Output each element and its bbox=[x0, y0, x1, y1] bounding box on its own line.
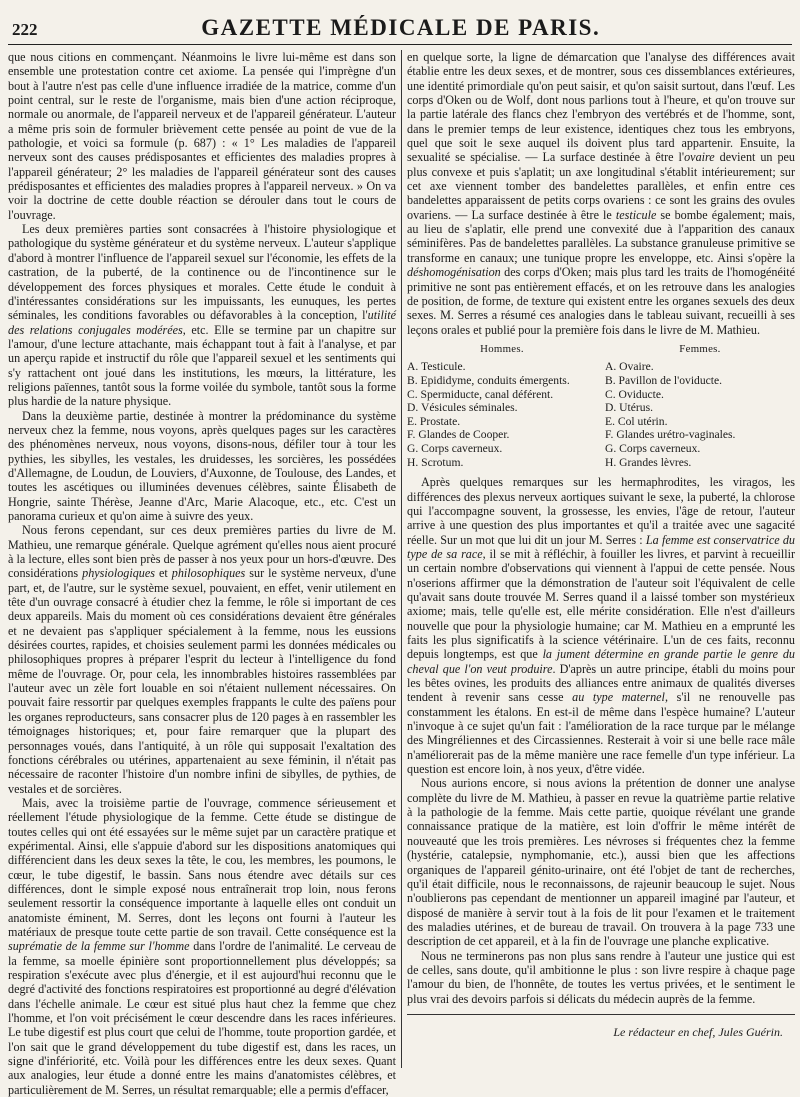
women-column bbox=[605, 343, 795, 469]
table-row: H. Grandes lèvres. bbox=[605, 455, 692, 469]
men-header: Hommes. bbox=[480, 342, 524, 355]
separator-rule bbox=[407, 1014, 795, 1015]
paragraph: Après quelques remarques sur les hermaphrodites, les viragos, les différences des plexus nerveux aortiques suivant le sexe, la puberté, la chlorose qui l'accompagne souvent, la grossesse, les envies, l'âge de retour, l'auteur arrive à une question des plus importantes et qu'il a traitée avec une sagacité réelle. Sur un mot que lui dit un jour M. Serres : La femme est conservatrice du type de sa race, il se mit à réfléchir, à fouiller les livres, et parvint à recueillir un certain nombre d'observations qui viennent à l'appui de cette pensée. Nous n'oserions affirmer que la démonstration de l'auteur soit l'équivalent de celle qu'avait sans doute trouvée M. Serres quand il a laissé tomber son mystérieux axiome; mais, telle qu'elle est, elle mérite considération. Elle n'est d'ailleurs nouvelle que pour la physiologie humaine; car M. Mathieu en a emprunté les faits les plus significatifs à la science vétérinaire. L'un de ces faits, reconnu depuis longtemps, est que la jument détermine en grande partie le genre du cheval que l'on veut produire. D'après un autre principe, établi du moins pour les bêtes ovines, les produits des alliances entre animaux de qualités diverses tendent à revenir sans cesse au type maternel, s'il ne renouvelle pas constamment les étalons. En est-il de même dans l'espèce humaine? L'auteur n'invoque à ce sujet qu'un fait : l'amélioration de la race turque par le mélange des Mingréliennes et des Circassiennes. Resterait à voir si une belle race mâle n'améliorerait pas de la même manière une race femelle d'un type inférieur. La question est encore loin, à nos yeux, d'être vidée. bbox=[407, 475, 796, 777]
table-row: D. Utérus. bbox=[605, 401, 653, 415]
table-row: B. Epididyme, conduits émergents. bbox=[407, 374, 570, 388]
table-row: A. Testicule. bbox=[407, 360, 466, 374]
paragraph: Nous ne terminerons pas non plus sans rendre à l'auteur une justice qui est de celles, sans doute, qu'il ambitionne le plus : son livre respire à chaque page l'amour du bien, de l'honnête, de toutes les vertus privées, et le sentiment le plus vrai des devoirs parfois si délicats du médecin auprès de la femme. bbox=[407, 948, 795, 1006]
column-divider bbox=[401, 50, 402, 1068]
table-row: G. Corps caverneux. bbox=[407, 442, 503, 456]
table-row: F. Glandes de Cooper. bbox=[407, 428, 510, 442]
page-header bbox=[8, 8, 792, 45]
left-column bbox=[8, 50, 396, 1097]
table-row: C. Spermiducte, canal déférent. bbox=[407, 387, 554, 401]
table-row: E. Col utérin. bbox=[605, 414, 668, 428]
journal-title: GAZETTE MÉDICALE DE PARIS. bbox=[201, 15, 601, 40]
paragraph: Nous ferons cependant, sur ces deux premières parties du livre de M. Mathieu, une remarque générale. Quelque agrément qu'elles nous aient procuré à la lecture, elles sont bien près de passer à nos yeux pour un hors-d'œuvre. Des considérations physiologiques et philosophiques sur le système nerveux, d'une part, et, de l'autre, sur le système sexuel, pouvaient, en effet, venir utilement en tête d'un ouvrage consacré à étudier chez la femme, le rôle si important de ces deux appareils. Mais du moment où ces considérations devaient être générales et ne devaient pas s'appliquer spécialement à la femme, nous les eussions désirées courtes, rapides, et choisies seulement parmi les données médicales ou philosophiques propres à préparer l'esprit du lecteur à l'intelligence du fond même de l'ouvrage. Or, pour cela, les innombrables histoires rassemblées par l'auteur avec un zèle fort louable en soi n'étaient nullement nécessaires. On pouvait faire ressortir par quelques exemples frappants le culte des païens pour les organes reproducteurs, sans consacrer plus de 120 pages à en rassembler les témoignages historiques; et, pour faire remarquer que la plupart des personnages voués, dans l'antiquité, à un rôle qui supposait l'exaltation des fonctions cérébrales ou utérines, appartenaient au sexe féminin, il n'était pas nécessaire de raconter l'histoire d'un nombre infini de sibylles, de pythies, de vestales et de sorcières. bbox=[8, 523, 396, 796]
editor-signature: Le rédacteur en chef, Jules Guérin. bbox=[613, 1024, 783, 1039]
table-row: G. Corps caverneux. bbox=[605, 442, 701, 456]
paragraph: en quelque sorte, la ligne de démarcation que l'analyse des différences avait établie entre les deux sexes, et de montrer, sous ces dissemblances extérieures, une identité primordiale qu'on peut saisir, et qu'on saisit surtout, dans l'œuf. Les corps d'Oken ou de Wolf, dont nous parlions tout à l'heure, et qu'on trouve sur la partie latérale des flancs chez l'embryon des vertébrés et de l'homme, sont, dans le premier temps de leur existence, identiques chez tous les embryons, quel que soit le sexe auquel ils doivent plus tard appartenir. Ensuite, la sexualité se spécialise. — La surface destinée à être l'ovaire devient un peu plus convexe et puis s'aplatit; un axe longitudinal s'établit intérieurement; sur cet axe viennent tomber des bandelettes parallèles, et enfin entre ces bandelettes apparaissent de petits corps ovariens : ce sont les grains des ovules ovariens. — La surface destinée à être le testicule se bombe également; mais, au lieu de s'aplatir, elle prend une convexité due à l'apparition des canaux séminifères. Pas de bandelettes parallèles. La substance granuleuse primitive se transforme en canaux; une tunique propre les enveloppe, etc. Ainsi s'opère la déshomogénisation des corps d'Oken; mais plus tard les traits de l'homogénéité primitive ne sont pas entièrement effacés, et on les retrouve dans les analogies de position, de forme, de texture qui existent entre les organes sexuels des deux sexes. M. Serres a résumé ces analogies dans le tableau suivant, recueilli à ses leçons orales et publié pour la première fois dans le livre de M. Mathieu. bbox=[407, 50, 795, 337]
table-row: E. Prostate. bbox=[407, 414, 461, 428]
table-row: D. Vésicules séminales. bbox=[407, 401, 518, 415]
women-header: Femmes. bbox=[679, 342, 721, 355]
paragraph: que nous citions en commençant. Néanmoins le livre lui-même est dans son ensemble une protestation contre cet axiome. La pensée qui l'imprègne d'un bout à l'autre n'est pas celle d'une influence irradiée de la matrice, comme d'un point central, sur le reste de l'organisme, mais bien d'une action réciproque, normale ou anormale, de l'appareil nerveux et de l'appareil générateur. L'auteur a même pris soin de formuler brièvement cette pensée au point de vue de la pathologie, et voici sa formule (p. 687) : « 1° Les maladies de l'appareil nerveux sont des causes prédisposantes et efficientes des maladies propres à l'appareil générateur; 2° les maladies de l'appareil générateur sont des causes prédisposantes et efficientes des maladies propres à l'appareil nerveux. » On va voir la doctrine de cette double réaction se dérouler dans tout le cours de l'ouvrage. bbox=[8, 50, 396, 222]
page-number: 222 bbox=[12, 20, 38, 39]
table-row: H. Scrotum. bbox=[407, 455, 464, 469]
table-row: B. Pavillon de l'oviducte. bbox=[605, 374, 723, 388]
table-row: F. Glandes urétro-vaginales. bbox=[605, 428, 736, 442]
right-column bbox=[407, 50, 795, 1068]
paragraph: Les deux premières parties sont consacrées à l'histoire physiologique et pathologique du système générateur et du système nerveux. L'auteur s'applique d'abord à montrer l'influence de l'appareil sexuel sur l'économie, les effets de la castration, de la puberté, de la continence ou de l'incontinence sur le développement des forces physiques et morales. Cette étude le conduit à d'intéressantes considérations sur les impuissants, les eunuques, les pertes séminales, les conditions favorables ou défavorables à la conception, l'utilité des relations conjugales modérées, etc. Elle se termine par un chapitre sur l'amour, d'une lecture attachante, mais échappant tout à fait à l'analyse, et par un aperçu rapide et instructif du rôle que l'appareil sexuel et les sentiments qui s'y rattachent ont joué dans les institutions, les mœurs, la littérature, les religions païennes, tantôt sous la forme voilée du symbole, tantôt sous la forme plus hardie de la nature physique. bbox=[8, 222, 396, 409]
paragraph: Dans la deuxième partie, destinée à montrer la prédominance du système nerveux chez la femme, nous voyons, après quelques pages sur les caractères des phénomènes nerveux, nous voyons, disons-nous, défiler tour à tour les pythies, les sibylles, les vestales, les druidesses, les sorcières, les possédées d'Allemagne, de Loudun, de Louviers, d'Auxonne, de Toulouse, des Landes, et toutes les ascétiques ou illuminées devenues célèbres, sainte Élisabeth de Hongrie, sainte Thérèse, Jeanne d'Arc, Marie Alacoque, etc., etc. C'est un panorama curieux et qu'on aime à suivre des yeux. bbox=[8, 408, 396, 523]
table-row: A. Ovaire. bbox=[605, 360, 654, 374]
paragraph: Mais, avec la troisième partie de l'ouvrage, commence sérieusement et réellement l'étude physiologique de la femme. Cette étude se distingue de toutes celles qui ont été essayées sur le même sujet par un caractère pratique et expérimental. Ainsi, elle s'appuie d'abord sur les dispositions anatomiques qui différencient dans les deux sexes la tête, le cou, les membres, les poumons, le cœur, le tube digestif, le bassin. Sans nous étendre avec détails sur ces différences, dont le simple exposé nous entraînerait trop loin, nous ferons seulement ressortir la conséquence importante à laquelle elles ont conduit un anatomiste éminent, M. Serres, dont les leçons ont fourni à l'auteur les matériaux de presque toute cette partie de son travail. Cette conséquence est la suprématie de la femme sur l'homme dans l'ordre de l'animalité. Le cerveau de la femme, sa moelle épinière sont proportionnellement plus développés; sa respiration s'exécute avec plus d'énergie, et il est aujourd'hui reconnu que le degré d'activité des fonctions respiratoires est proportionné au degré d'élévation dans l'échelle animale. Le cœur est situé plus haut chez la femme que chez l'homme, et l'on voit précisément le cœur descendre dans les races inférieures. Le tube digestif est plus court que celui de l'homme, toute proportion gardée, et l'on sait que le grand développement du tube digestif est, dans les races, un signe d'infériorité, etc. Voilà pour les différences entre les deux sexes. Quant aux analogies, leur étude a donné entre les mains d'anatomistes célèbres, et particulièrement de M. Serres, un résultat remarquable; elle a permis d'effacer, bbox=[8, 795, 396, 1097]
analogies-table bbox=[407, 343, 795, 469]
paragraph: Nous aurions encore, si nous avions la prétention de donner une analyse complète du livre de M. Mathieu, à passer en revue la quatrième partie relative à la pathologie de la femme. Mais cette partie, quoique révélant une grande connaissance pratique de la matière, est loin d'offrir le même intérêt de nouveauté que les trois premières. Les névroses si fréquentes chez la femme (hystérie, catalepsie, nymphomanie, etc.), aussi bien que les affections organiques de l'appareil génito-urinaire, ont été l'objet de tant de recherches, qu'il était difficile, nous le reconnaissons, de rajeunir beaucoup le sujet. Nous n'oublierons pas cependant de mentionner un appareil imaginé par l'auteur, et disposé de manière à servir tout à la fois de lit pour l'examen et le traitement des maladies utérines, et de bureau de travail. On trouvera à la page 733 une description de cet appareil, et à la fin de l'ouvrage une planche explicative. bbox=[407, 776, 795, 949]
table-row: C. Oviducte. bbox=[605, 387, 664, 401]
men-column bbox=[407, 343, 597, 469]
